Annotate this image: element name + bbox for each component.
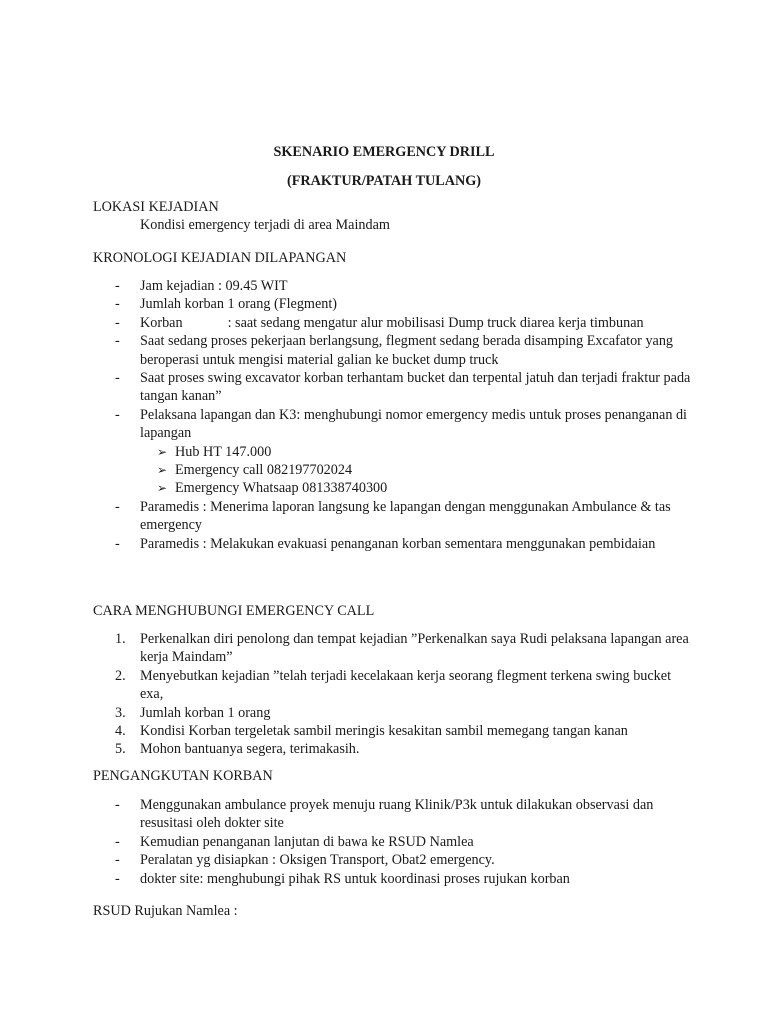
list-item-text: Paramedis : Melakukan evakuasi penanganan korban sementara menggunakan pembidaian <box>140 535 656 552</box>
section-cara-heading-wrap <box>93 602 693 620</box>
document-title: SKENARIO EMERGENCY DRILL <box>273 144 495 160</box>
section-lokasi <box>93 198 693 235</box>
list-item <box>93 314 693 332</box>
list-item-text: Peralatan yg disiapkan : Oksigen Transport, Obat2 emergency. <box>140 852 495 869</box>
dash-bullet: - <box>115 296 120 313</box>
list-item <box>93 369 693 406</box>
dash-bullet: - <box>115 370 120 387</box>
section-heading-kronologi: KRONOLOGI KEJADIAN DILAPANGAN <box>93 250 347 266</box>
list-item <box>93 851 693 869</box>
contact-list <box>93 443 693 498</box>
section-kronologi <box>93 277 693 553</box>
list-item <box>93 630 693 667</box>
list-item <box>93 277 693 295</box>
kronologi-list-continued <box>93 498 693 553</box>
list-number: 3. <box>115 704 126 721</box>
list-item <box>93 833 693 851</box>
dash-bullet: - <box>115 870 120 887</box>
list-number: 5. <box>115 741 126 758</box>
contact-text: Emergency Whatsaap 081338740300 <box>175 480 388 497</box>
section-heading-cara: CARA MENGHUBUNGI EMERGENCY CALL <box>93 603 375 619</box>
list-item <box>93 870 693 888</box>
list-item-text: Kemudian penanganan lanjutan di bawa ke RSUD Namlea <box>140 833 474 850</box>
contact-item <box>93 461 693 479</box>
list-item-text: Paramedis : Menerima laporan langsung ke lapangan dengan menggunakan Ambulance & tas emergency <box>140 498 671 534</box>
section-kronologi-heading-wrap <box>93 249 693 267</box>
contact-text: Emergency call 082197702024 <box>175 462 353 479</box>
dash-bullet: - <box>115 406 120 423</box>
dash-bullet: - <box>115 852 120 869</box>
contact-item <box>93 479 693 497</box>
list-item-text: Menggunakan ambulance proyek menuju ruang Klinik/P3k untuk dilakukan observasi dan resusitasi oleh dokter site <box>140 797 654 832</box>
contact-item <box>93 443 693 461</box>
cara-list <box>93 630 693 759</box>
list-item-text: Pelaksana lapangan dan K3: menghubungi nomor emergency medis untuk proses penanganan di lapangan <box>140 406 688 442</box>
list-item-text: Saat sedang proses pekerjaan berlangsung, flegment sedang berada disamping Excafator yang beroperasi untuk mengisi material galian ke bucket dump truck <box>140 333 674 368</box>
list-item <box>93 295 693 313</box>
dash-bullet: - <box>115 498 120 515</box>
section-cara <box>93 630 693 759</box>
list-item-label: Korban <box>140 314 183 331</box>
list-item-text: Saat proses swing excavator korban terhantam bucket dan terpental jatuh dan terjadi fraktur pada tangan kanan” <box>140 370 691 405</box>
dash-bullet: - <box>115 314 120 331</box>
list-item <box>93 498 693 535</box>
rsud-label: RSUD Rujukan Namlea : <box>93 903 238 919</box>
list-item-text: Menyebutkan kejadian ”telah terjadi kecelakaan kerja seorang flegment terkena swing bucket exa, <box>140 667 672 703</box>
dash-bullet: - <box>115 278 120 294</box>
list-item-text: : saat sedang mengatur alur mobilisasi Dump truck diarea kerja timbunan <box>227 314 644 331</box>
list-item <box>93 667 693 704</box>
lokasi-text: Kondisi emergency terjadi di area Maindam <box>140 217 390 234</box>
list-item <box>93 332 693 369</box>
list-item <box>93 722 693 740</box>
pengangkutan-list <box>93 796 693 888</box>
list-number: 4. <box>115 723 126 740</box>
arrow-bullet-icon: ➢ <box>157 481 168 496</box>
dash-bullet: - <box>115 797 120 813</box>
list-item <box>93 535 693 553</box>
list-item <box>93 406 693 443</box>
list-item-text: dokter site: menghubungi pihak RS untuk koordinasi proses rujukan korban <box>140 870 570 887</box>
list-number: 2. <box>115 667 126 684</box>
list-number: 1. <box>115 631 126 647</box>
list-item <box>93 740 693 758</box>
list-item-text: Jam kejadian : 09.45 WIT <box>140 278 288 294</box>
dash-bullet: - <box>115 333 120 350</box>
section-rsud <box>93 902 693 920</box>
kronologi-list <box>93 277 693 443</box>
list-item-text: Jumlah korban 1 orang <box>140 704 271 721</box>
contact-text: Hub HT 147.000 <box>175 443 272 460</box>
list-item-text: Kondisi Korban tergeletak sambil meringis kesakitan sambil memegang tangan kanan <box>140 723 628 740</box>
list-item-text: Mohon bantuanya segera, terimakasih. <box>140 741 360 758</box>
section-pengangkutan-heading-wrap <box>93 767 693 785</box>
list-item <box>93 796 693 833</box>
dash-bullet: - <box>115 535 120 552</box>
list-item-text: Jumlah korban 1 orang (Flegment) <box>140 296 338 313</box>
section-heading-pengangkutan: PENGANGKUTAN KORBAN <box>93 768 273 784</box>
list-item <box>93 704 693 722</box>
document-subtitle: (FRAKTUR/PATAH TULANG) <box>286 173 482 189</box>
dash-bullet: - <box>115 833 120 850</box>
section-pengangkutan <box>93 796 693 888</box>
arrow-bullet-icon: ➢ <box>157 463 168 478</box>
section-heading-lokasi: LOKASI KEJADIAN <box>93 199 219 215</box>
arrow-bullet-icon: ➢ <box>157 444 168 459</box>
list-item-text: Perkenalkan diri penolong dan tempat kejadian ”Perkenalkan saya Rudi pelaksana lapangan area kerja Maindam” <box>140 631 689 666</box>
